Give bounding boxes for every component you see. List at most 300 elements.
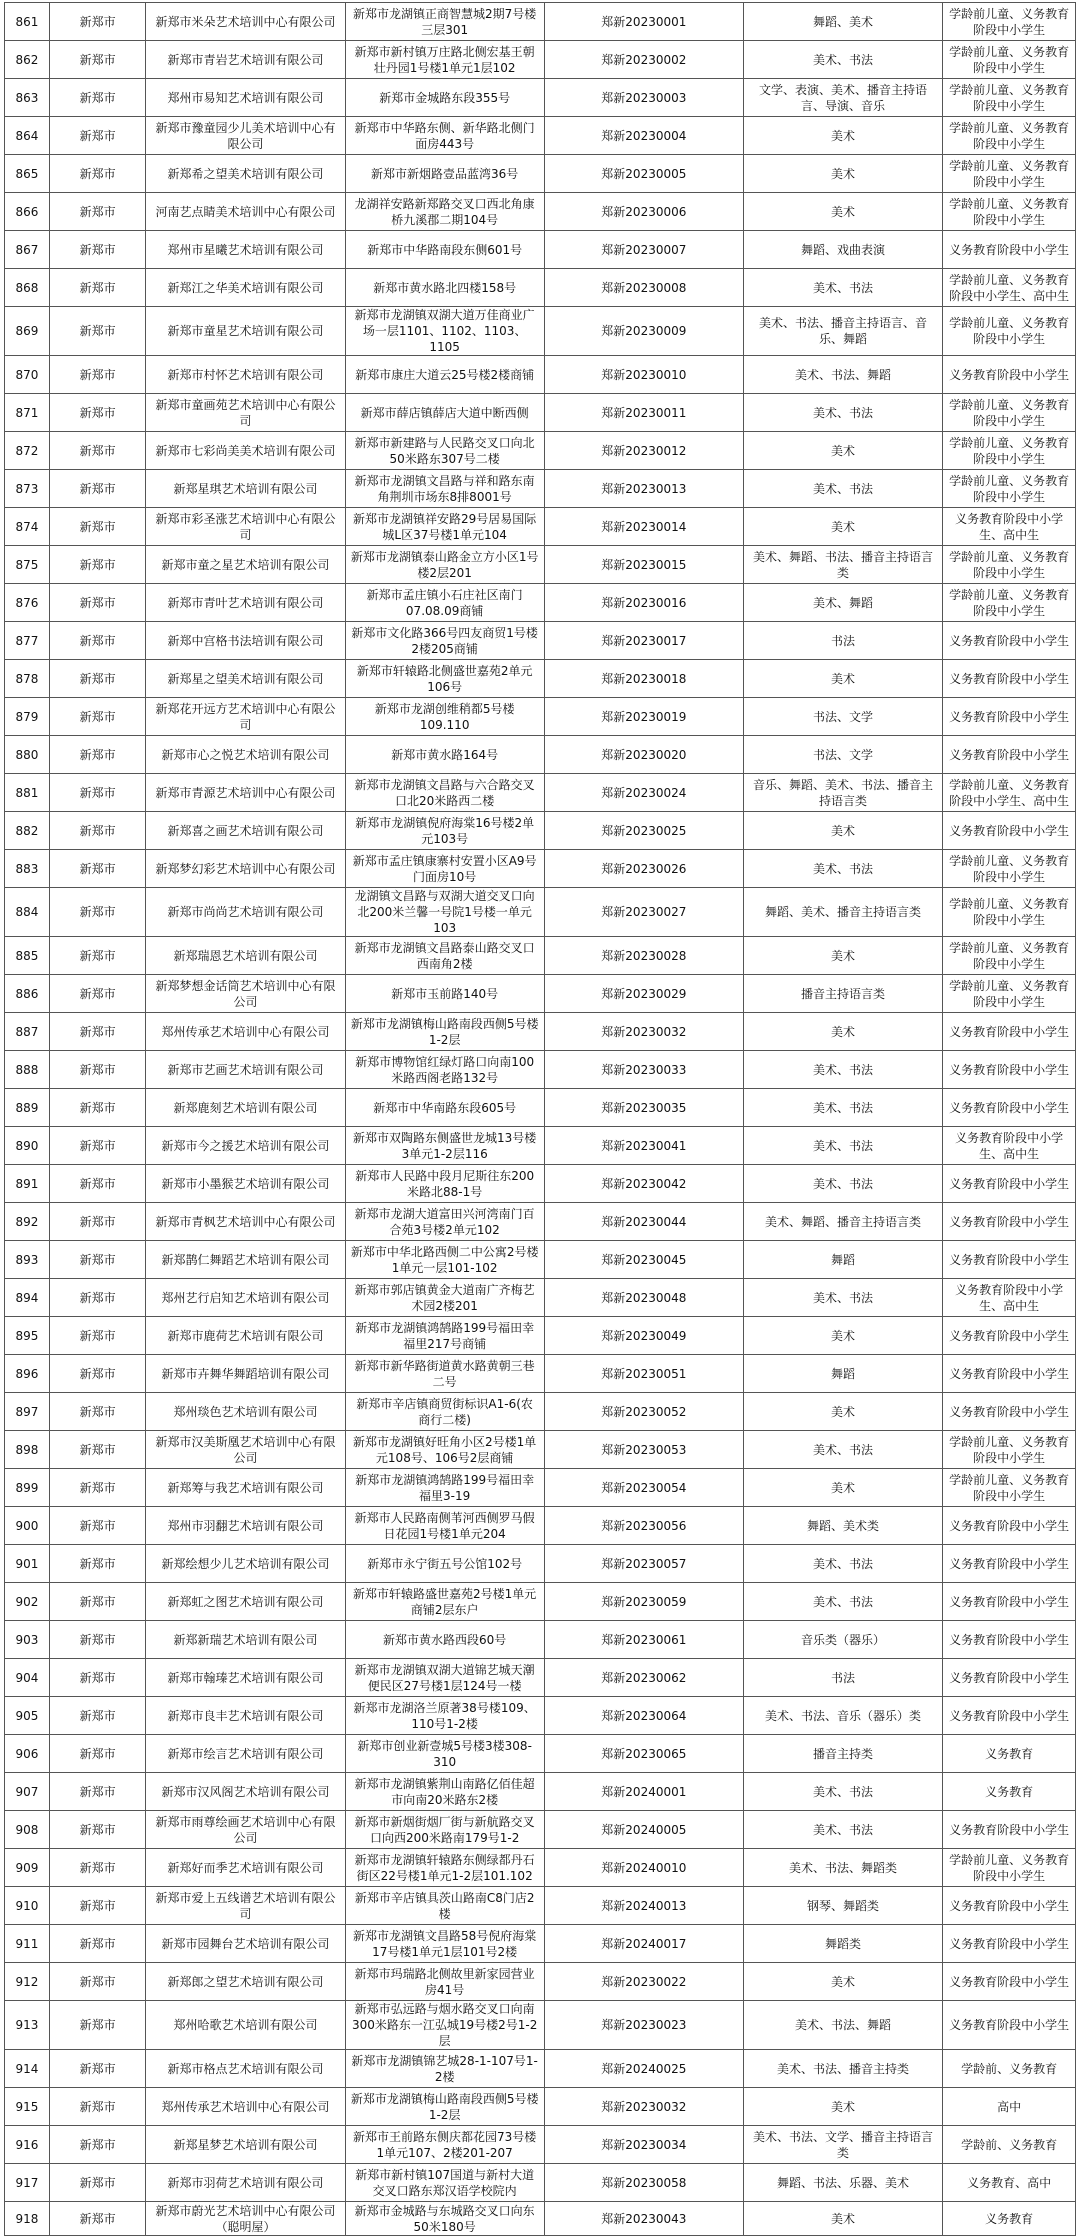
license-code-cell: 郑新20240013: [544, 1887, 743, 1925]
category-cell: 书法、文学: [743, 736, 942, 774]
address-cell: 新郑市人民路中段月尼斯往东200米路北88-1号: [345, 1165, 544, 1203]
institution-name-cell: 新郑中宫格书法培训有限公司: [146, 622, 345, 660]
row-number-cell: 900: [5, 1507, 50, 1545]
row-number-cell: 866: [5, 193, 50, 231]
table-row: [5, 1165, 1076, 1203]
table-row: [5, 1393, 1076, 1431]
row-number-cell: 914: [5, 2050, 50, 2088]
row-number-cell: 889: [5, 1089, 50, 1127]
city-cell: 新郑市: [49, 470, 145, 508]
license-code-cell: 郑新20230056: [544, 1507, 743, 1545]
row-number-cell: 878: [5, 660, 50, 698]
row-number-cell: 905: [5, 1697, 50, 1735]
license-code-cell: 郑新20230062: [544, 1659, 743, 1697]
city-cell: 新郑市: [49, 1659, 145, 1697]
table-row: [5, 394, 1076, 432]
city-cell: 新郑市: [49, 1583, 145, 1621]
institution-name-cell: 新郑筹与我艺术培训有限公司: [146, 1469, 345, 1507]
institution-name-cell: 新郑市青枫艺术培训中心有限公司: [146, 1203, 345, 1241]
table-row: [5, 1317, 1076, 1355]
address-cell: 新郑市王前路东侧庆都花园73号楼1单元107、2楼201-207: [345, 2126, 544, 2164]
row-number-cell: 911: [5, 1925, 50, 1963]
city-cell: 新郑市: [49, 888, 145, 937]
license-code-cell: 郑新20230042: [544, 1165, 743, 1203]
address-cell: 新郑市新华路街道黄水路黄朝三巷二号: [345, 1355, 544, 1393]
institution-name-cell: 新郑市村怀艺术培训有限公司: [146, 356, 345, 394]
category-cell: 美术、书法: [743, 269, 942, 307]
city-cell: 新郑市: [49, 394, 145, 432]
address-cell: 新郑市龙湖镇鸿鹄路199号福田幸福里217号商铺: [345, 1317, 544, 1355]
license-code-cell: 郑新20230032: [544, 2088, 743, 2126]
level-cell: 义务教育: [943, 1735, 1076, 1773]
license-code-cell: 郑新20230049: [544, 1317, 743, 1355]
license-code-cell: 郑新20240017: [544, 1925, 743, 1963]
level-cell: 义务教育阶段中小学生、高中生: [943, 1127, 1076, 1165]
institution-name-cell: 新郑市彩圣涨艺术培训中心有限公司: [146, 508, 345, 546]
institution-name-cell: 新郑市尚尚艺术培训有限公司: [146, 888, 345, 937]
institution-name-cell: 新郑星琪艺术培训有限公司: [146, 470, 345, 508]
city-cell: 新郑市: [49, 2126, 145, 2164]
level-cell: 义务教育阶段中小学生: [943, 1355, 1076, 1393]
license-code-cell: 郑新20230025: [544, 812, 743, 850]
license-code-cell: 郑新20230041: [544, 1127, 743, 1165]
category-cell: 美术: [743, 432, 942, 470]
table-row: [5, 2126, 1076, 2164]
address-cell: 新郑市龙湖镇文昌路与六合路交叉口北20米路西二楼: [345, 774, 544, 812]
license-code-cell: 郑新20230013: [544, 470, 743, 508]
license-code-cell: 郑新20230033: [544, 1051, 743, 1089]
level-cell: 义务教育阶段中小学生: [943, 1089, 1076, 1127]
institution-name-cell: 新郑市艺画艺术培训有限公司: [146, 1051, 345, 1089]
level-cell: 学龄前儿童、义务教育阶段中小学生: [943, 937, 1076, 975]
level-cell: 学龄前儿童、义务教育阶段中小学生: [943, 117, 1076, 155]
institution-name-cell: 新郑梦想金话筒艺术培训中心有限公司: [146, 975, 345, 1013]
city-cell: 新郑市: [49, 1811, 145, 1849]
table-row: [5, 1203, 1076, 1241]
row-number-cell: 873: [5, 470, 50, 508]
license-code-cell: 郑新20230058: [544, 2164, 743, 2202]
row-number-cell: 867: [5, 231, 50, 269]
city-cell: 新郑市: [49, 812, 145, 850]
address-cell: 新郑市人民路南侧苇河西侧罗马假日花园1号楼1单元204: [345, 1507, 544, 1545]
institution-name-cell: 新郑市园舞台艺术培训有限公司: [146, 1925, 345, 1963]
license-code-cell: 郑新20230026: [544, 850, 743, 888]
table-row: [5, 937, 1076, 975]
address-cell: 新郑市孟庄镇康寨村安置小区A9号门面房10号: [345, 850, 544, 888]
city-cell: 新郑市: [49, 1013, 145, 1051]
level-cell: 学龄前儿童、义务教育阶段中小学生: [943, 1849, 1076, 1887]
row-number-cell: 875: [5, 546, 50, 584]
category-cell: 美术、书法: [743, 850, 942, 888]
row-number-cell: 890: [5, 1127, 50, 1165]
table-row: [5, 812, 1076, 850]
level-cell: 义务教育: [943, 2202, 1076, 2236]
category-cell: 美术、书法、舞蹈: [743, 2001, 942, 2050]
address-cell: 新郑市龙湖镇紫荆山南路亿佰佳超市向南20米路东2楼: [345, 1773, 544, 1811]
license-code-cell: 郑新20230027: [544, 888, 743, 937]
level-cell: 义务教育阶段中小学生: [943, 1659, 1076, 1697]
license-code-cell: 郑新20230007: [544, 231, 743, 269]
city-cell: 新郑市: [49, 1697, 145, 1735]
table-row: [5, 850, 1076, 888]
city-cell: 新郑市: [49, 1127, 145, 1165]
table-row: [5, 1051, 1076, 1089]
institution-table: [4, 2, 1076, 2236]
category-cell: 美术: [743, 155, 942, 193]
table-row: [5, 470, 1076, 508]
city-cell: 新郑市: [49, 117, 145, 155]
institution-name-cell: 新郑市羽荷艺术培训有限公司: [146, 2164, 345, 2202]
category-cell: 书法: [743, 1659, 942, 1697]
category-cell: 美术: [743, 660, 942, 698]
city-cell: 新郑市: [49, 1241, 145, 1279]
table-row: [5, 2001, 1076, 2050]
address-cell: 新郑市博物馆红绿灯路口向南100米路西阁老路132号: [345, 1051, 544, 1089]
table-row: [5, 888, 1076, 937]
category-cell: 美术: [743, 2202, 942, 2236]
level-cell: 义务教育阶段中小学生: [943, 1051, 1076, 1089]
city-cell: 新郑市: [49, 2001, 145, 2050]
row-number-cell: 915: [5, 2088, 50, 2126]
city-cell: 新郑市: [49, 1279, 145, 1317]
license-code-cell: 郑新20240001: [544, 1773, 743, 1811]
license-code-cell: 郑新20230029: [544, 975, 743, 1013]
category-cell: 美术、舞蹈、播音主持语言类: [743, 1203, 942, 1241]
table-row: [5, 1773, 1076, 1811]
license-code-cell: 郑新20230005: [544, 155, 743, 193]
city-cell: 新郑市: [49, 1849, 145, 1887]
license-code-cell: 郑新20230059: [544, 1583, 743, 1621]
category-cell: 美术、书法、舞蹈: [743, 356, 942, 394]
license-code-cell: 郑新20230016: [544, 584, 743, 622]
address-cell: 新郑市辛店镇商贸街标识A1-6(农商行二楼): [345, 1393, 544, 1431]
category-cell: 美术: [743, 1317, 942, 1355]
address-cell: 新郑市玛瑞路北侧故里新家园营业房41号: [345, 1963, 544, 2001]
category-cell: 文学、表演、美术、播音主持语言、导演、音乐: [743, 79, 942, 117]
license-code-cell: 郑新20230019: [544, 698, 743, 736]
row-number-cell: 917: [5, 2164, 50, 2202]
category-cell: 美术、书法、播音主持语言、音乐、舞蹈: [743, 307, 942, 356]
institution-name-cell: 新郑星之望美术培训有限公司: [146, 660, 345, 698]
level-cell: 义务教育阶段中小学生: [943, 1317, 1076, 1355]
address-cell: 新郑市中华路南段东侧601号: [345, 231, 544, 269]
level-cell: 学龄前儿童、义务教育阶段中小学生: [943, 546, 1076, 584]
level-cell: 义务教育阶段中小学生、高中生: [943, 508, 1076, 546]
address-cell: 新郑市龙湖镇双湖大道锦艺城天潮便民区27号楼1层124号一楼: [345, 1659, 544, 1697]
address-cell: 新郑市中华路东侧、新华路北侧门面房443号: [345, 117, 544, 155]
table-row: [5, 307, 1076, 356]
license-code-cell: 郑新20230052: [544, 1393, 743, 1431]
table-body: [5, 3, 1076, 2236]
license-code-cell: 郑新20230015: [544, 546, 743, 584]
row-number-cell: 888: [5, 1051, 50, 1089]
institution-name-cell: 新郑市汉美斯凰艺术培训中心有限公司: [146, 1431, 345, 1469]
institution-name-cell: 新郑市良丰艺术培训有限公司: [146, 1697, 345, 1735]
institution-name-cell: 新郑星梦艺术培训有限公司: [146, 2126, 345, 2164]
address-cell: 新郑市龙湖镇文昌路泰山路交叉口西南角2楼: [345, 937, 544, 975]
city-cell: 新郑市: [49, 546, 145, 584]
institution-name-cell: 新郑市青源艺术培训中心有限公司: [146, 774, 345, 812]
license-code-cell: 郑新20230045: [544, 1241, 743, 1279]
city-cell: 新郑市: [49, 850, 145, 888]
city-cell: 新郑市: [49, 3, 145, 41]
level-cell: 义务教育阶段中小学生: [943, 356, 1076, 394]
row-number-cell: 886: [5, 975, 50, 1013]
license-code-cell: 郑新20230009: [544, 307, 743, 356]
institution-name-cell: 新郑市豫童园少儿美术培训中心有限公司: [146, 117, 345, 155]
category-cell: 美术、书法: [743, 41, 942, 79]
city-cell: 新郑市: [49, 41, 145, 79]
table-row: [5, 736, 1076, 774]
category-cell: 舞蹈类: [743, 1925, 942, 1963]
license-code-cell: 郑新20230057: [544, 1545, 743, 1583]
category-cell: 美术、书法、音乐（器乐）类: [743, 1697, 942, 1735]
city-cell: 新郑市: [49, 584, 145, 622]
address-cell: 新郑市龙湖镇轩辕路东侧绿都丹石街区22号楼1单元1-2层101.102: [345, 1849, 544, 1887]
table-row: [5, 117, 1076, 155]
city-cell: 新郑市: [49, 1431, 145, 1469]
institution-name-cell: 郑州琰色艺术培训有限公司: [146, 1393, 345, 1431]
table-row: [5, 2164, 1076, 2202]
table-row: [5, 1241, 1076, 1279]
row-number-cell: 918: [5, 2202, 50, 2236]
institution-name-cell: 新郑好而季艺术培训有限公司: [146, 1849, 345, 1887]
level-cell: 义务教育阶段中小学生: [943, 231, 1076, 269]
row-number-cell: 865: [5, 155, 50, 193]
address-cell: 新郑市创业新壹城5号楼3楼308-310: [345, 1735, 544, 1773]
row-number-cell: 885: [5, 937, 50, 975]
level-cell: 义务教育阶段中小学生: [943, 1507, 1076, 1545]
table-row: [5, 356, 1076, 394]
row-number-cell: 874: [5, 508, 50, 546]
city-cell: 新郑市: [49, 1621, 145, 1659]
row-number-cell: 864: [5, 117, 50, 155]
table-row: [5, 1849, 1076, 1887]
institution-name-cell: 新郑市童画苑艺术培训中心有限公司: [146, 394, 345, 432]
city-cell: 新郑市: [49, 1963, 145, 2001]
city-cell: 新郑市: [49, 432, 145, 470]
city-cell: 新郑市: [49, 1165, 145, 1203]
license-code-cell: 郑新20230054: [544, 1469, 743, 1507]
institution-name-cell: 新郑希之望美术培训有限公司: [146, 155, 345, 193]
category-cell: 美术: [743, 193, 942, 231]
row-number-cell: 891: [5, 1165, 50, 1203]
institution-name-cell: 新郑鹿刻艺术培训有限公司: [146, 1089, 345, 1127]
category-cell: 音乐、舞蹈、美术、书法、播音主持语言类: [743, 774, 942, 812]
category-cell: 美术、舞蹈: [743, 584, 942, 622]
level-cell: 义务教育阶段中小学生: [943, 698, 1076, 736]
row-number-cell: 880: [5, 736, 50, 774]
address-cell: 新郑市龙湖镇梅山路南段西侧5号楼1-2层: [345, 1013, 544, 1051]
license-code-cell: 郑新20230010: [544, 356, 743, 394]
category-cell: 美术: [743, 1963, 942, 2001]
level-cell: 学龄前儿童、义务教育阶段中小学生: [943, 975, 1076, 1013]
license-code-cell: 郑新20230014: [544, 508, 743, 546]
address-cell: 新郑市康庄大道云25号楼2楼商铺: [345, 356, 544, 394]
address-cell: 新郑市龙湖镇双湖大道万佳商业广场一层1101、1102、1103、1105: [345, 307, 544, 356]
level-cell: 学龄前儿童、义务教育阶段中小学生: [943, 3, 1076, 41]
institution-name-cell: 郑州艺行启知艺术培训有限公司: [146, 1279, 345, 1317]
row-number-cell: 887: [5, 1013, 50, 1051]
row-number-cell: 869: [5, 307, 50, 356]
city-cell: 新郑市: [49, 155, 145, 193]
address-cell: 新郑市新村镇万庄路北侧宏基王朝壮丹园1号楼1单元1层102: [345, 41, 544, 79]
level-cell: 义务教育、高中: [943, 2164, 1076, 2202]
category-cell: 美术、书法: [743, 1431, 942, 1469]
level-cell: 学龄前儿童、义务教育阶段中小学生、高中生: [943, 774, 1076, 812]
license-code-cell: 郑新20230020: [544, 736, 743, 774]
city-cell: 新郑市: [49, 269, 145, 307]
category-cell: 舞蹈、美术、播音主持语言类: [743, 888, 942, 937]
table-row: [5, 774, 1076, 812]
institution-name-cell: 新郑市童星艺术培训有限公司: [146, 307, 345, 356]
address-cell: 新郑市龙湖创维稍都5号楼109.110: [345, 698, 544, 736]
institution-name-cell: 新郑市翰瑧艺术培训有限公司: [146, 1659, 345, 1697]
table-row: [5, 1089, 1076, 1127]
category-cell: 美术: [743, 812, 942, 850]
level-cell: 学龄前儿童、义务教育阶段中小学生: [943, 1469, 1076, 1507]
address-cell: 新郑市龙湖镇锦艺城28-1-107号1-2楼: [345, 2050, 544, 2088]
row-number-cell: 916: [5, 2126, 50, 2164]
row-number-cell: 868: [5, 269, 50, 307]
table-row: [5, 1735, 1076, 1773]
city-cell: 新郑市: [49, 1469, 145, 1507]
address-cell: 新郑市龙湖镇文昌路58号倪府海棠17号楼1单元1层101号2楼: [345, 1925, 544, 1963]
license-code-cell: 郑新20230048: [544, 1279, 743, 1317]
institution-name-cell: 新郑鹊仁舞蹈艺术培训有限公司: [146, 1241, 345, 1279]
level-cell: 义务教育阶段中小学生: [943, 1583, 1076, 1621]
table-row: [5, 1013, 1076, 1051]
level-cell: 学龄前儿童、义务教育阶段中小学生: [943, 470, 1076, 508]
level-cell: 学龄前、义务教育: [943, 2126, 1076, 2164]
table-row: [5, 1697, 1076, 1735]
license-code-cell: 郑新20230061: [544, 1621, 743, 1659]
city-cell: 新郑市: [49, 1355, 145, 1393]
level-cell: 学龄前儿童、义务教育阶段中小学生: [943, 155, 1076, 193]
address-cell: 新郑市黄水路164号: [345, 736, 544, 774]
address-cell: 龙湖祥安路新郑路交叉口西北角康桥九溪郡二期104号: [345, 193, 544, 231]
row-number-cell: 881: [5, 774, 50, 812]
level-cell: 义务教育阶段中小学生: [943, 622, 1076, 660]
license-code-cell: 郑新20230053: [544, 1431, 743, 1469]
level-cell: 学龄前儿童、义务教育阶段中小学生: [943, 584, 1076, 622]
table-row: [5, 41, 1076, 79]
table-row: [5, 1507, 1076, 1545]
institution-name-cell: 新郑市绘言艺术培训有限公司: [146, 1735, 345, 1773]
city-cell: 新郑市: [49, 975, 145, 1013]
city-cell: 新郑市: [49, 937, 145, 975]
level-cell: 义务教育阶段中小学生: [943, 1013, 1076, 1051]
category-cell: 舞蹈: [743, 1241, 942, 1279]
level-cell: 学龄前儿童、义务教育阶段中小学生: [943, 888, 1076, 937]
row-number-cell: 902: [5, 1583, 50, 1621]
table-row: [5, 1355, 1076, 1393]
row-number-cell: 910: [5, 1887, 50, 1925]
level-cell: 义务教育阶段中小学生: [943, 736, 1076, 774]
institution-name-cell: 新郑市雨尊绘画艺术培训中心有限公司: [146, 1811, 345, 1849]
table-row: [5, 3, 1076, 41]
license-code-cell: 郑新20230065: [544, 1735, 743, 1773]
table-row: [5, 1811, 1076, 1849]
level-cell: 学龄前儿童、义务教育阶段中小学生: [943, 394, 1076, 432]
address-cell: 新郑市永宁街五号公馆102号: [345, 1545, 544, 1583]
institution-name-cell: 新郑市童之星艺术培训有限公司: [146, 546, 345, 584]
level-cell: 义务教育阶段中小学生: [943, 812, 1076, 850]
row-number-cell: 882: [5, 812, 50, 850]
table-row: [5, 622, 1076, 660]
category-cell: 钢琴、舞蹈类: [743, 1887, 942, 1925]
institution-name-cell: 新郑梦幻彩艺术培训中心有限公司: [146, 850, 345, 888]
row-number-cell: 871: [5, 394, 50, 432]
level-cell: 学龄前儿童、义务教育阶段中小学生: [943, 432, 1076, 470]
institution-name-cell: 新郑喜之画艺术培训有限公司: [146, 812, 345, 850]
level-cell: 义务教育阶段中小学生: [943, 2001, 1076, 2050]
table-row: [5, 1545, 1076, 1583]
level-cell: 学龄前儿童、义务教育阶段中小学生: [943, 79, 1076, 117]
city-cell: 新郑市: [49, 307, 145, 356]
category-cell: 美术、书法、舞蹈类: [743, 1849, 942, 1887]
institution-name-cell: 新郑绘想少儿艺术培训有限公司: [146, 1545, 345, 1583]
address-cell: 新郑市轩辕路北侧盛世嘉苑2单元106号: [345, 660, 544, 698]
category-cell: 美术、书法: [743, 1089, 942, 1127]
table-row: [5, 1279, 1076, 1317]
address-cell: 新郑市玉前路140号: [345, 975, 544, 1013]
row-number-cell: 896: [5, 1355, 50, 1393]
city-cell: 新郑市: [49, 231, 145, 269]
license-code-cell: 郑新20230028: [544, 937, 743, 975]
row-number-cell: 870: [5, 356, 50, 394]
level-cell: 义务教育阶段中小学生: [943, 1697, 1076, 1735]
city-cell: 新郑市: [49, 1507, 145, 1545]
table-row: [5, 1583, 1076, 1621]
address-cell: 龙湖镇文昌路与双湖大道交叉口向北200米兰馨一号院1号楼一单元103: [345, 888, 544, 937]
row-number-cell: 904: [5, 1659, 50, 1697]
category-cell: 舞蹈、书法、乐器、美术: [743, 2164, 942, 2202]
city-cell: 新郑市: [49, 2088, 145, 2126]
city-cell: 新郑市: [49, 736, 145, 774]
row-number-cell: 899: [5, 1469, 50, 1507]
row-number-cell: 897: [5, 1393, 50, 1431]
row-number-cell: 879: [5, 698, 50, 736]
address-cell: 新郑市辛店镇具茨山路南C8门店2楼: [345, 1887, 544, 1925]
address-cell: 新郑市龙湖镇好旺角小区2号楼1单元108号、106号2层商铺: [345, 1431, 544, 1469]
table-row: [5, 1621, 1076, 1659]
city-cell: 新郑市: [49, 660, 145, 698]
license-code-cell: 郑新20240025: [544, 2050, 743, 2088]
row-number-cell: 893: [5, 1241, 50, 1279]
table-row: [5, 508, 1076, 546]
institution-name-cell: 新郑市今之援艺术培训有限公司: [146, 1127, 345, 1165]
category-cell: 美术: [743, 1469, 942, 1507]
license-code-cell: 郑新20230032: [544, 1013, 743, 1051]
level-cell: 学龄前儿童、义务教育阶段中小学生: [943, 1431, 1076, 1469]
address-cell: 新郑市龙湖镇鸿鹄路199号福田幸福里3-19: [345, 1469, 544, 1507]
category-cell: 美术、书法: [743, 1811, 942, 1849]
city-cell: 新郑市: [49, 2050, 145, 2088]
address-cell: 新郑市黄水路北四楼158号: [345, 269, 544, 307]
level-cell: 学龄前儿童、义务教育阶段中小学生: [943, 307, 1076, 356]
row-number-cell: 861: [5, 3, 50, 41]
institution-name-cell: 新郑虹之图艺术培训有限公司: [146, 1583, 345, 1621]
institution-name-cell: 新郑花开远方艺术培训中心有限公司: [146, 698, 345, 736]
address-cell: 新郑市新烟路壹品蓝湾36号: [345, 155, 544, 193]
institution-name-cell: 新郑郎之望艺术培训有限公司: [146, 1963, 345, 2001]
row-number-cell: 872: [5, 432, 50, 470]
level-cell: 义务教育阶段中小学生: [943, 1165, 1076, 1203]
address-cell: 新郑市双陶路东侧盛世龙城13号楼3单元1-2层116: [345, 1127, 544, 1165]
institution-name-cell: 新郑市青叶艺术培训有限公司: [146, 584, 345, 622]
row-number-cell: 913: [5, 2001, 50, 2050]
